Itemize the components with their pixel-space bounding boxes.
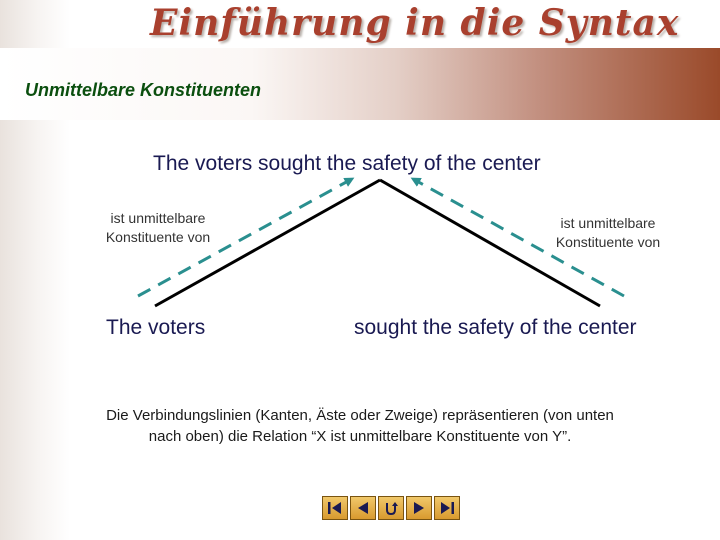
last-page-icon [438,500,456,516]
section-title: Unmittelbare Konstituenten [25,80,262,100]
relation-label-left [88,209,228,247]
relation-label-right-line2: Konstituente von [555,234,661,250]
last-slide-button[interactable] [434,496,460,520]
next-slide-button[interactable] [406,496,432,520]
constituent-right: sought the safety of the center [354,316,637,339]
relation-label-right [538,214,678,252]
explanation-text: Die Verbindungslinien (Kanten, Äste oder Zweige) repräsentieren (von unten nach oben) die Relation “X ist unmittelbare Konstituente von Y”. [106,407,614,445]
sentence-root: The voters sought the safety of the center [153,152,541,175]
relation-label-right-line1: ist unmittelbare [560,215,656,231]
constituent-left: The voters [106,316,206,339]
next-page-icon [410,500,428,516]
relation-label-left-line2: Konstituente von [105,229,211,245]
slide-navigation [322,496,462,522]
previous-slide-button[interactable] [350,496,376,520]
previous-page-icon [354,500,372,516]
first-slide-button[interactable] [322,496,348,520]
return-button[interactable] [378,496,404,520]
first-page-icon [326,500,344,516]
relation-label-left-line1: ist unmittelbare [110,210,206,226]
return-icon [382,500,400,516]
slide-banner-title: Einführung in die Syntax [150,2,680,44]
